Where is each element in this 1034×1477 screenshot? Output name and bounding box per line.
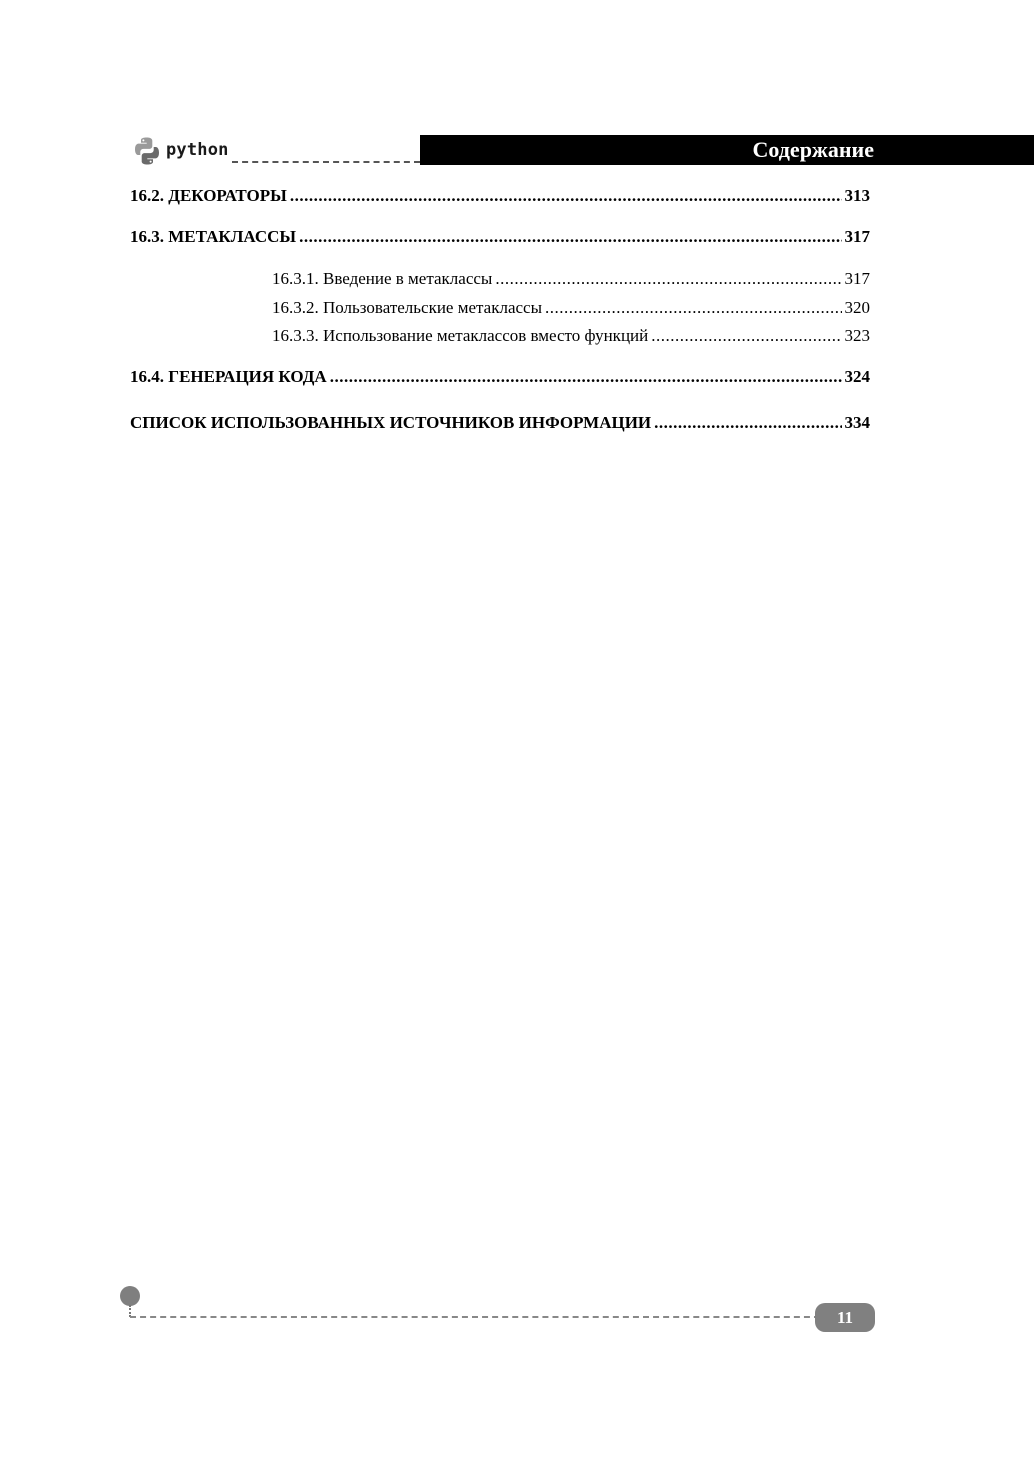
toc-entry[interactable] — [130, 366, 870, 388]
toc-entry-page: 320 — [844, 298, 870, 317]
toc-entry-label: 16.3.3. Использование метаклассов вместо функций — [272, 326, 649, 345]
toc-entry[interactable] — [130, 185, 870, 207]
toc-leader-dots — [299, 226, 841, 248]
page-title: Содержание — [752, 137, 874, 162]
toc-subentry[interactable] — [272, 297, 870, 319]
toc-entry-label: 16.3.1. Введение в метаклассы — [272, 269, 493, 288]
footer-dot-ornament — [120, 1286, 140, 1306]
toc-leader-dots — [654, 412, 841, 434]
toc-leader-dots — [545, 297, 841, 319]
toc-entry-label: 16.3. МЕТАКЛАССЫ — [130, 227, 297, 246]
toc-entry-page: 324 — [844, 367, 870, 386]
page-number: 11 — [815, 1303, 875, 1332]
footer-dashed-rule — [130, 1316, 820, 1318]
toc-leader-dots — [495, 268, 841, 290]
toc-subentry[interactable] — [272, 325, 870, 347]
toc-entry[interactable] — [130, 226, 870, 248]
toc-entry[interactable] — [130, 412, 870, 434]
toc-leader-dots — [290, 185, 842, 207]
header-dashed-rule — [232, 161, 420, 163]
header-title-bar — [420, 135, 1034, 165]
toc-entry-page: 313 — [844, 186, 870, 205]
toc-entry-label: 16.2. ДЕКОРАТОРЫ — [130, 186, 287, 205]
toc-entry-page: 317 — [844, 269, 870, 288]
toc-entry-page: 317 — [844, 227, 870, 246]
toc-leader-dots — [651, 325, 841, 347]
toc-leader-dots — [330, 366, 842, 388]
toc-entry-page: 323 — [844, 326, 870, 345]
toc-subentry[interactable] — [272, 268, 870, 290]
logo-text: python — [166, 140, 229, 160]
toc-entry-label: 16.3.2. Пользовательские метаклассы — [272, 298, 543, 317]
toc-entry-label: 16.4. ГЕНЕРАЦИЯ КОДА — [130, 367, 327, 386]
python-logo-icon — [132, 136, 162, 166]
toc-entry-label: СПИСОК ИСПОЛЬЗОВАННЫХ ИСТОЧНИКОВ ИНФОРМАЦИИ — [130, 413, 652, 432]
toc-entry-page: 334 — [844, 413, 870, 432]
